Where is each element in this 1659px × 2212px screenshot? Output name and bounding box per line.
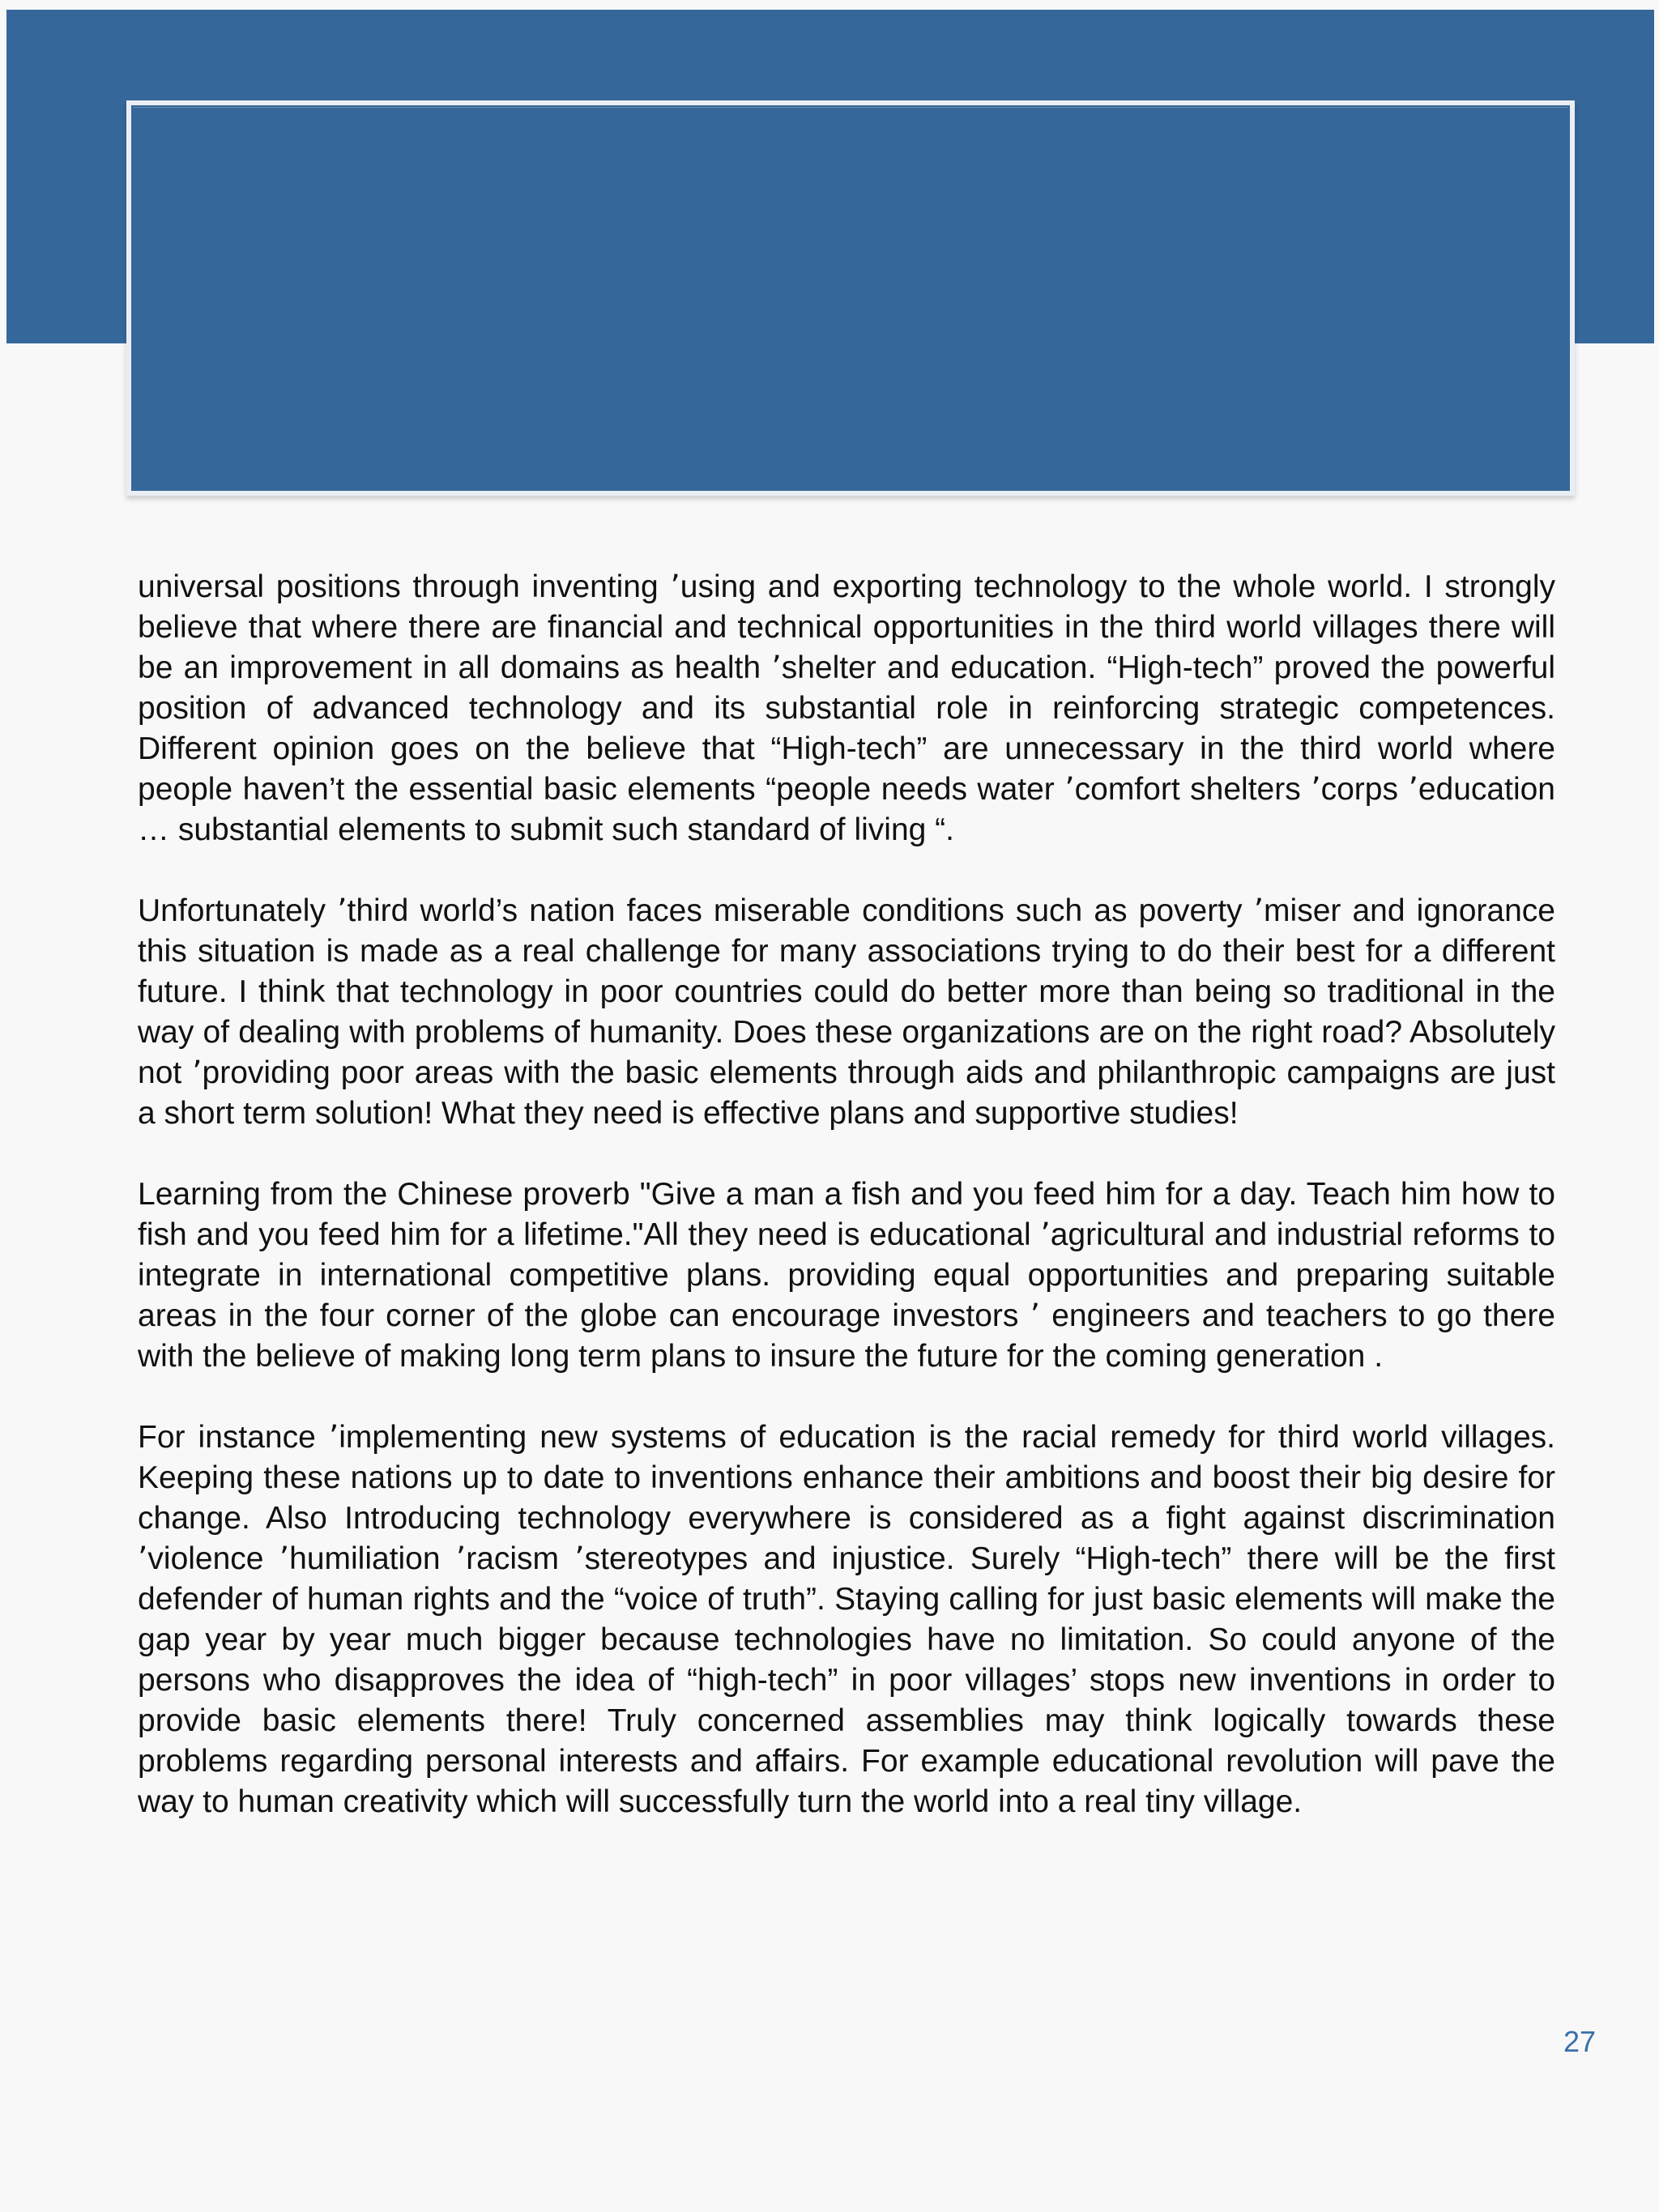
- header-title-box: [126, 100, 1575, 496]
- paragraph-3: Learning from the Chinese proverb "Give a man a fish and you feed him for a day. Teach him how to fish and you feed him for a lifetime."All they need is educational ٬agricultural and industrial reforms to integrate in international competitive plans. providing equal opportunities and preparing suitable areas in the four corner of the globe can encourage investors ٬ engineers and teachers to go there with the believe of making long term plans to insure the future for the coming generation .: [138, 1177, 1555, 1374]
- paragraph-1: universal positions through inventing ٬using and exporting technology to the whole world. I strongly believe that where there are financial and technical opportunities in the third world villages there will be an improvement in all domains as health ٬shelter and education. “High-tech” proved the powerful position of advanced technology and its substantial role in reinforcing strategic competences. Different opinion goes on the believe that “High-tech” are unnecessary in the third world where people haven’t the essential basic elements “people needs water ٬comfort shelters ٬corps ٬education … substantial elements to submit such standard of living “.: [138, 569, 1556, 847]
- page-number: 27: [1563, 2025, 1596, 2058]
- paragraph-4: For instance ٬implementing new systems of education is the racial remedy for third world villages. Keeping these nations up to date to inventions enhance their ambitions and boost their big desire for change. Also Introducing technology everywhere is considered as a fight against discrimination ٬violence ٬humiliation ٬racism ٬stereotypes and injustice. Surely “High-tech” there will be the first defender of human rights and the “voice of truth”. Staying calling for just basic elements will make the gap year by year much bigger because technologies have no limitation. So could anyone of the persons who disapproves the idea of “high-tech” in poor villages’ stops new inventions in order to provide basic elements there! Truly concerned assemblies may think logically towards these problems regarding personal interests and affairs. For example educational revolution will pave the way to human creativity which will successfully turn the world into a real tiny village.: [138, 1420, 1555, 1819]
- header-box-highlight: [133, 107, 1568, 489]
- article-body: [138, 567, 1555, 1822]
- paragraph-2: Unfortunately ٬third world’s nation faces miserable conditions such as poverty ٬miser and ignorance this situation is made as a real challenge for many associations trying to do their best for a different future. I think that technology in poor countries could do better more than being so traditional in the way of dealing with problems of humanity. Does these organizations are on the right road? Absolutely not ٬providing poor areas with the basic elements through aids and philanthropic campaigns are just a short term solution! What they need is effective plans and supportive studies!: [138, 893, 1555, 1131]
